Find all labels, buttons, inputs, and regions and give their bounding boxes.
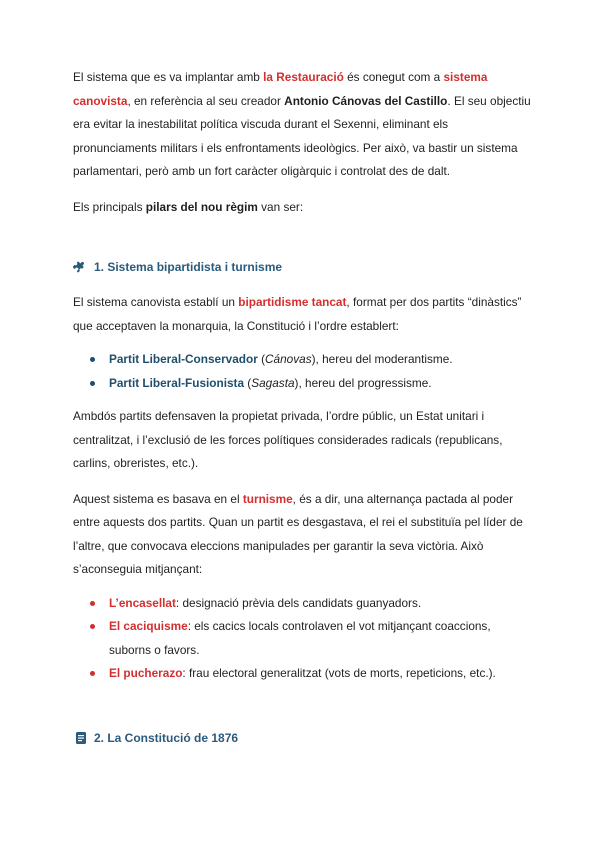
keyword-sistema-canovista: sistema canovista [73,70,488,108]
keyword-bipartidisme: bipartidisme tancat [238,295,347,309]
section-2-title: 2. La Constitució de 1876 [94,730,239,745]
mechanisms-list [73,592,533,686]
turnisme-paragraph: Aquest sistema es basava en el turnisme, és a dir, una alternança pactada al poder entre aquests dos partits. Quan un partit es desgastava, el rei el substituïa pel líder de l’altre, que convocava eleccions manipulades per garantir la seva victòria. Això s’aconseguia mitjançant: [73,491,523,576]
bipartidisme-paragraph: El sistema canovista establí un bipartidisme tancat, format per dos partits “dinàstics” que acceptaven la monarquia, la Constitució i l’ordre establert: [73,295,522,333]
list-item: El pucherazo: frau electoral generalitzat (vots de morts, repeticions, etc.). [73,662,533,686]
pillars-paragraph: Els principals pilars del nou règim van ser: [73,199,304,214]
bullet-icon [90,357,95,362]
section-1-title: 1. Sistema bipartidista i turnisme [94,260,283,274]
section-2-heading [73,730,533,746]
keyword-turnisme: turnisme [242,491,293,506]
puzzle-icon [73,259,89,275]
document-page [73,66,533,746]
keyword-canovas: Antonio Cánovas del Castillo [284,93,448,108]
bullet-icon [90,671,95,676]
bullet-icon [90,381,95,386]
list-item: El caciquisme: els cacics locals controlaven el vot mitjançant coaccions, suborns o favors. [73,615,533,662]
ideology-paragraph: Ambdós partits defensaven la propietat privada, l’ordre públic, un Estat unitari i centralitzat, i l’exclusió de les forces polítiques considerades radicals (republicans, carlins, obreristes, etc.). [73,409,503,470]
bullet-icon [90,601,95,606]
section-1-heading [73,259,533,275]
intro-paragraph: El sistema que es va implantar amb la Restauració és conegut com a sistema canovista, en referència al seu creador Antonio Cánovas del Castillo. El seu objectiu era evitar la inestabilitat política viscuda durant el Sexenni, eliminant els pronunciaments militars i els enfrontaments ideològics. Per això, va bastir un sistema parlamentari, però amb un fort caràcter oligàrquic i controlat des de dalt. [73,70,531,178]
list-item: Partit Liberal-Fusionista (Sagasta), hereu del progressisme. [73,372,533,396]
scroll-icon [73,730,89,746]
parties-list [73,348,533,395]
bullet-icon [90,624,95,629]
list-item: Partit Liberal-Conservador (Cánovas), hereu del moderantisme. [73,348,533,372]
keyword-restauracio: la Restauració [263,70,344,84]
keyword-pilars: pilars del nou règim [145,199,258,214]
list-item: L’encasellat: designació prèvia dels candidats guanyadors. [73,592,533,616]
